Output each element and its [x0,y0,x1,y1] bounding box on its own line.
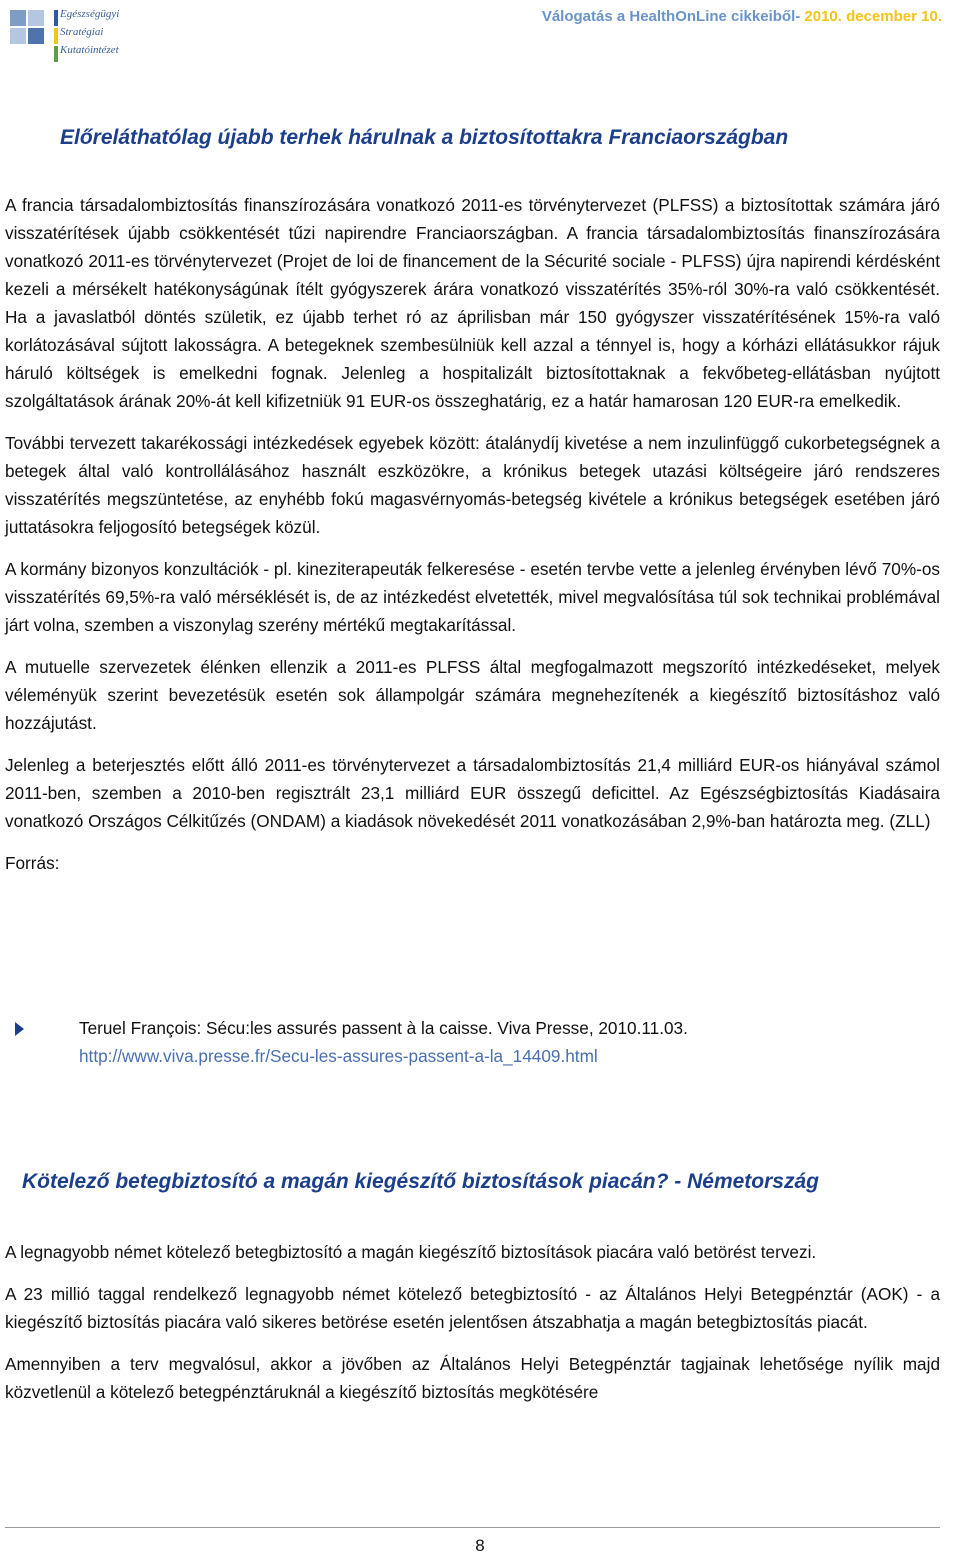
source-citation [79,1014,940,1070]
article1-paragraph-5: Jelenleg a beterjesztés előtt álló 2011-es törvénytervezet a társadalombiztosítás 21,4 milliárd EUR-os hiányával számol 2011-ben, szemben a 2010-ben regisztrált 23,1 milliárd EUR összegű deficittel. Az Egészségbiztosítás Kiadásaira vonatkozó Országos Célkitűzés (ONDAM) a kiadások növekedését 2011 vonatkozásában 2,9%-ban határozta meg. (ZLL) [5,755,940,831]
article2-title: Kötelező betegbiztosító a magán kiegészítő biztosítások piacán? - Németország [22,1170,819,1193]
logo-line: Stratégiai [60,26,104,38]
logo-bar [54,46,58,62]
source-text: Teruel François: Sécu:les assurés passent à la caisse. Viva Presse, 2010.11.03. [79,1018,688,1038]
article1-body [5,191,940,877]
source-link[interactable]: http://www.viva.presse.fr/Secu-les-assures-passent-a-la_14409.html [79,1046,598,1066]
article2-paragraph-2: A 23 millió taggal rendelkező legnagyobb német kötelező betegbiztosító - az Általános Helyi Betegpénztár (AOK) - a kiegészítő biztosítás piacára való sikeres betörése esetén jelentősen átszabhatja a magán betegbiztosítás piacát. [5,1284,940,1332]
footer-divider [5,1527,940,1528]
article1-paragraph-1 [5,191,940,415]
article1-paragraph-text: A francia társadalombiztosítás finanszírozására vonatkozó 2011-es törvénytervezet (Projet de loi de financement de la Sécurité sociale - PLFSS) újra napirendi kérdésként kezeli a mérsékelt hatékonyságúnak ítélt gyógyszerek árára vonatkozó visszatérítés 35%-ról 30%-ra való csökkentését. Ha a javaslatból döntés születik, ez újabb terhet ró az áprilisban már 150 gyógyszer visszatérítésének 15%-ra való korlátozásával sújtott lakosságra. A betegeknek szembesülniük kell azzal a ténnyel is, hogy a kórházi ellátásukkor rájuk háruló költségek is emelkedni fognak. Jelenleg a hospitalizált biztosítottaknak a fekvőbeteg-ellátásban nyújtott szolgáltatások árának 20%-át kell kifizetniük 91 EUR-os összeghatárig, ez a határ hamarosan 120 EUR-ra emelkedik. [5,223,940,411]
article1-paragraph-3: A kormány bizonyos konzultációk - pl. kineziterapeuták felkeresése - esetén tervbe vette a jelenleg érvényben lévő 70%-os visszatérítés 69,5%-ra való mérséklését is, de az intézkedést elvetették, mivel megvalósítása túl sok technikai problémával járt volna, szemben a viszonylag szerény mértékű megtakarítással. [5,559,940,635]
article1-lead: A francia társadalombiztosítás finanszírozására vonatkozó 2011-es törvénytervezet (PLFSS) a biztosítottak számára járó visszatérítések újabb csökkentését tűzi napirendre Franciaországban. [5,195,940,243]
article1-paragraph-4: A mutuelle szervezetek élénken ellenzik a 2011-es PLFSS által megfogalmazott megszorító intézkedéseket, melyek véleményük szerint bevezetésük esetén sok állampolgár számára megnehezítenék a kiegészítő biztosításhoz való hozzájutást. [5,657,940,733]
header-title-prefix: Válogatás a HealthOnLine cikkeiből- [541,8,805,25]
header-date: 2010. december 10. [804,8,942,25]
article2-body [5,1238,940,1406]
page-header [0,0,960,70]
logo-line: Egészségügyi [60,8,120,20]
bullet-arrow-icon [15,1022,24,1036]
logo-bar [54,28,58,44]
logo-emblem-icon [8,8,48,48]
article2-paragraph-1: A legnagyobb német kötelező betegbiztosító a magán kiegészítő biztosítások piacára való betörést tervezi. [5,1242,817,1262]
article1-title: Előreláthatólag újabb terhek hárulnak a biztosítottakra Franciaországban [60,126,789,149]
article2-paragraph-3: Amennyiben a terv megvalósul, akkor a jövőben az Általános Helyi Betegpénztár tagjainak lehetősége nyílik majd közvetlenül a kötelező betegpénztáruknál a kiegészítő biztosítás megkötésére [5,1354,940,1402]
source-label: Forrás: [5,853,60,873]
header-title [542,8,942,25]
article1-paragraph-2: További tervezett takarékossági intézkedések egyebek között: átalánydíj kivetése a nem inzulinfüggő cukorbetegségnek a betegek által való kontrollálásához használt eszközökre, a krónikus betegek utazási költségeire járó rendszeres visszatérítés megszüntetése, az enyhébb fokú magasvérnyomás-betegség kivétele a krónikus betegségek esetében járó juttatásokra feljogosító betegségek közül. [5,433,940,537]
institute-logo [8,6,148,64]
logo-line: Kutatóintézet [60,44,119,56]
page-number: 8 [475,1536,485,1555]
logo-bar [54,10,58,26]
